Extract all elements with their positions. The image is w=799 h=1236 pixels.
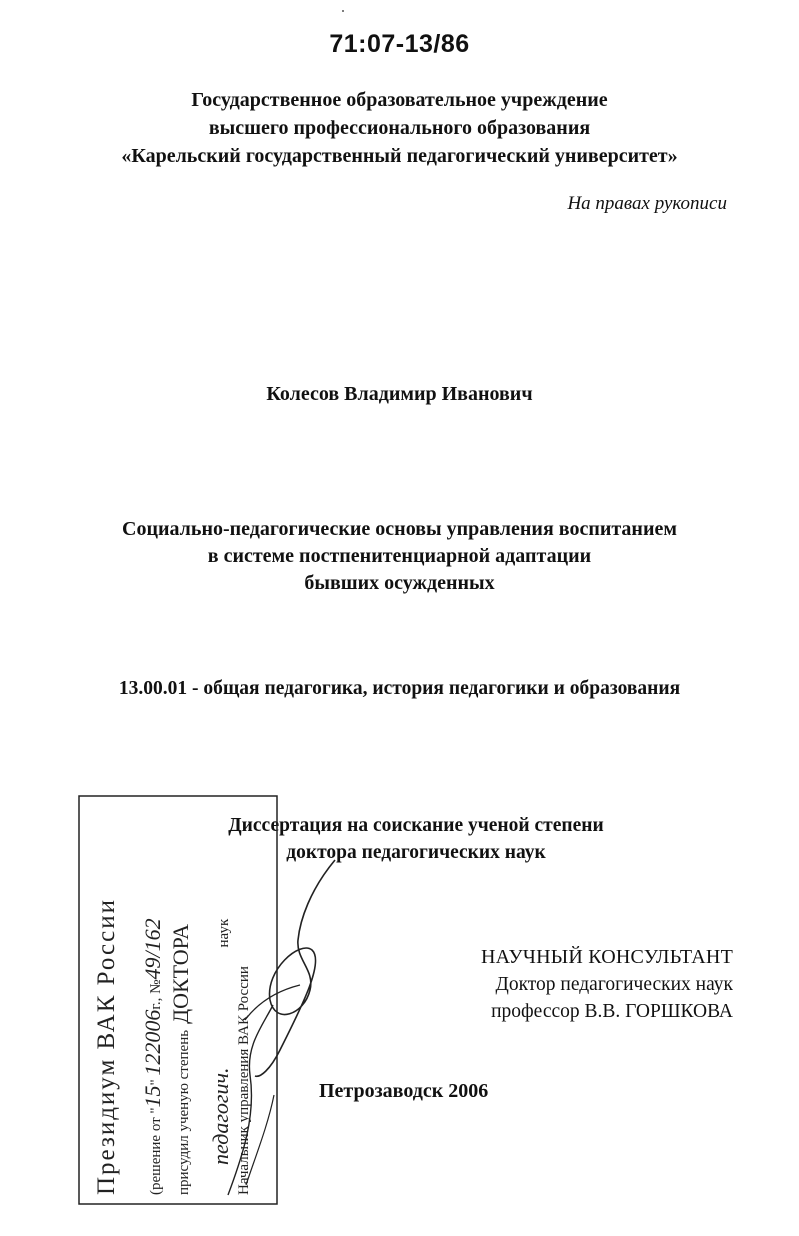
- stamp-line-4: [208, 918, 233, 1165]
- institution-block: [0, 86, 799, 170]
- advisor-degree: Доктор педагогических наук: [495, 974, 733, 995]
- scientific-advisor: [481, 944, 733, 1025]
- stamp-decision-prefix: (решение от ": [148, 1107, 164, 1195]
- thesis-title: [0, 516, 799, 597]
- thesis-title-line-1: Социально-педагогические основы управления воспитанием: [122, 518, 677, 540]
- advisor-name: профессор В.В. ГОРШКОВА: [491, 1001, 733, 1022]
- stamp-decision-number: 49/162: [140, 918, 165, 980]
- stamp-decision-month: 12: [140, 1053, 165, 1076]
- institution-line-1: Государственное образовательное учреждение: [191, 89, 608, 111]
- stamp-line-5: Начальник управления ВАК России: [236, 966, 252, 1195]
- degree-line-2: доктора педагогических наук: [286, 842, 546, 863]
- stamp-degree-field: педагогич.: [208, 1067, 233, 1165]
- thesis-title-line-3: бывших осужденных: [304, 572, 495, 594]
- advisor-heading: НАУЧНЫЙ КОНСУЛЬТАНТ: [481, 946, 733, 968]
- thesis-title-line-2: в системе постпенитенциарной адаптации: [207, 545, 592, 567]
- city-year: Петрозаводск 2006: [319, 1080, 489, 1102]
- specialty-code: 13.00.01 - общая педагогика, история педагогики и образования: [118, 678, 681, 699]
- scan-speck: [342, 10, 344, 12]
- stamp-degree-level: ДОКТОРА: [168, 924, 193, 1024]
- institution-line-2: высшего профессионального образования: [208, 117, 591, 139]
- stamp-degree-suffix: наук: [216, 918, 232, 948]
- stamp-decision-year: 2006: [140, 1009, 165, 1054]
- stamp-line-2: [140, 918, 165, 1195]
- manuscript-rights: На правах рукописи: [567, 193, 727, 214]
- archive-code: 71:07-13/86: [329, 30, 470, 58]
- stamp-line-1: Президиум ВАК России: [93, 898, 120, 1195]
- vak-approval-stamp: [78, 795, 278, 1205]
- stamp-decision-day: 15: [140, 1085, 165, 1108]
- stamp-line-3: [168, 924, 193, 1195]
- stamp-decision-suffix: г., №: [148, 979, 164, 1010]
- institution-line-3: «Карельский государственный педагогический университет»: [121, 145, 678, 167]
- stamp-decision-mid: ": [148, 1075, 164, 1086]
- degree-line-1: Диссертация на соискание ученой степени: [228, 815, 604, 836]
- stamp-degree-prefix: присудил ученую степень: [176, 1029, 192, 1195]
- author-name: Колесов Владимир Иванович: [266, 383, 533, 405]
